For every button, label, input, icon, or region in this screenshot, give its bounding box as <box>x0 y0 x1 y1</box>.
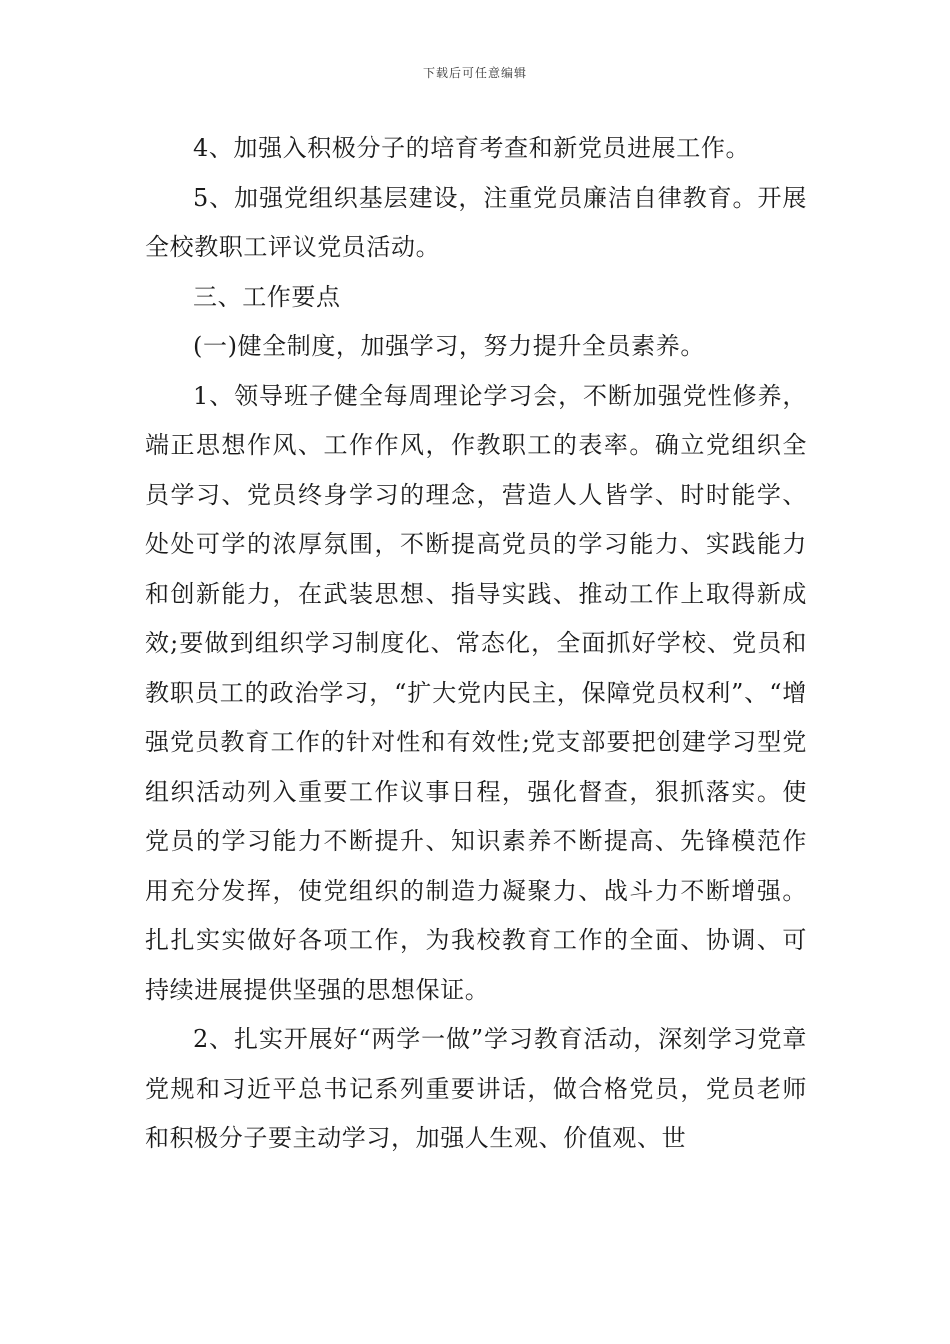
paragraph-point-1: 1、领导班子健全每周理论学习会，不断加强党性修养，端正思想作风、工作作风，作教职工的表率。确立党组织全员学习、党员终身学习的理念，营造人人皆学、时时能学、处处可学的浓厚氛围，不断提高党员的学习能力、实践能力和创新能力，在武装思想、指导实践、推动工作上取得新成效;要做到组织学习制度化、常态化，全面抓好学校、党员和教职员工的政治学习，“扩大党内民主，保障党员权利”、“增强党员教育工作的针对性和有效性;党支部要把创建学习型党组织活动列入重要工作议事日程，强化督查，狠抓落实。使党员的学习能力不断提升、知识素养不断提高、先锋模范作用充分发挥，使党组织的制造力凝聚力、战斗力不断增强。扎扎实实做好各项工作，为我校教育工作的全面、协调、可持续进展提供坚强的思想保证。 <box>145 381 807 1004</box>
section-heading-work-points: 三、工作要点 <box>193 282 341 311</box>
subsection-heading-1: (一)健全制度，加强学习，努力提升全员素养。 <box>193 332 705 360</box>
document-body <box>145 124 807 1164</box>
paragraph-item-4: 4、加强入积极分子的培育考查和新党员进展工作。 <box>193 134 751 162</box>
paragraph-point-2: 2、扎实开展好“两学一做”学习教育活动，深刻学习党章党规和习近平总书记系列重要讲话，做合格党员，党员老师和积极分子要主动学习，加强人生观、价值观、世 <box>145 1025 807 1152</box>
paragraph-item-5: 5、加强党组织基层建设，注重党员廉洁自律教育。开展全校教职工评议党员活动。 <box>145 183 807 261</box>
page-header: 下载后可任意编辑 <box>422 66 527 80</box>
